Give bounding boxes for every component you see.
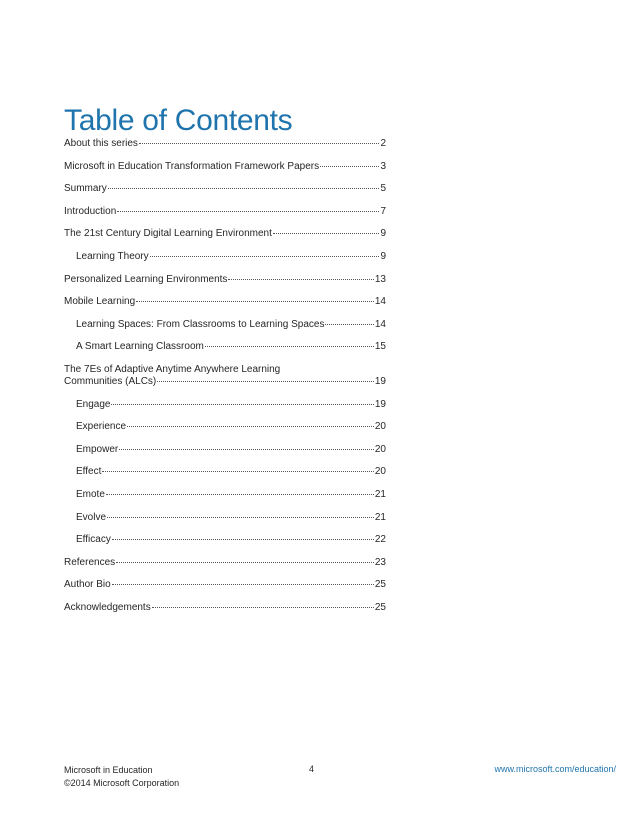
toc-entry[interactable] <box>64 489 386 501</box>
toc-entry-page: 21 <box>374 511 386 523</box>
footer-page-number: 4 <box>309 764 315 774</box>
toc-entry-page: 25 <box>374 601 386 613</box>
toc-entry-label: Emote <box>76 488 105 500</box>
toc-entry-label: Microsoft in Education Transformation Framework Papers <box>64 160 320 172</box>
toc-entry[interactable] <box>64 183 386 195</box>
toc-leader-dots <box>228 279 373 280</box>
toc-entry-label: About this series <box>64 138 138 149</box>
toc-entry[interactable] <box>64 399 386 411</box>
toc-leader-dots <box>106 494 374 495</box>
toc-entry-page: 2 <box>380 138 386 149</box>
toc-entry[interactable] <box>64 602 386 614</box>
toc-entry-page: 20 <box>374 443 386 455</box>
toc-entry-label: Author Bio <box>64 579 111 591</box>
toc-entry-label: The 21st Century Digital Learning Environment <box>64 228 272 240</box>
toc-entry-label: Summary <box>64 183 107 195</box>
toc-leader-dots <box>119 449 374 450</box>
toc-leader-dots <box>112 584 374 585</box>
toc-leader-dots <box>325 324 373 325</box>
footer-url-link[interactable]: www.microsoft.com/education/ <box>494 764 616 774</box>
toc-leader-dots <box>205 346 374 347</box>
toc-entry-label: Introduction <box>64 205 117 217</box>
toc-entry[interactable] <box>64 534 386 546</box>
toc-entry[interactable] <box>64 206 386 218</box>
toc-leader-dots <box>136 301 374 302</box>
table-of-contents <box>64 138 386 624</box>
toc-entry[interactable] <box>64 579 386 591</box>
toc-entry[interactable] <box>64 512 386 524</box>
toc-entry[interactable] <box>64 319 386 331</box>
toc-entry[interactable] <box>64 161 386 173</box>
toc-entry-page: 22 <box>374 534 386 546</box>
footer-publisher <box>64 764 179 790</box>
toc-leader-dots <box>117 211 379 212</box>
toc-entry-page: 23 <box>374 556 386 568</box>
toc-entry[interactable] <box>64 228 386 240</box>
toc-leader-dots <box>127 426 374 427</box>
toc-leader-dots <box>139 143 380 144</box>
toc-entry-page: 21 <box>374 488 386 500</box>
toc-entry-label: References <box>64 556 116 568</box>
toc-entry-page: 13 <box>374 273 386 285</box>
toc-entry[interactable] <box>64 274 386 286</box>
toc-leader-dots <box>273 233 380 234</box>
toc-entry[interactable] <box>64 557 386 569</box>
toc-entry-label: Mobile Learning <box>64 296 136 308</box>
toc-entry-page: 5 <box>380 183 386 195</box>
toc-entry-label: Efficacy <box>76 534 111 546</box>
toc-entry-page: 15 <box>374 341 386 353</box>
toc-entry[interactable] <box>64 341 386 353</box>
toc-entry-page: 3 <box>380 160 386 172</box>
toc-entry-page: 7 <box>380 205 386 217</box>
toc-entry-label: A Smart Learning Classroom <box>76 341 204 353</box>
toc-leader-dots <box>116 562 374 563</box>
footer-publisher-name: Microsoft in Education <box>64 765 153 775</box>
toc-entry-label: Effect <box>76 466 102 478</box>
toc-entry-label: Experience <box>76 421 127 433</box>
toc-entry-label: Empower <box>76 443 119 455</box>
toc-leader-dots <box>152 607 374 608</box>
toc-leader-dots <box>150 256 380 257</box>
toc-entry-page: 9 <box>380 250 386 262</box>
toc-leader-dots <box>108 188 380 189</box>
toc-entry-page: 14 <box>374 296 386 308</box>
toc-entry[interactable] <box>64 296 386 308</box>
toc-entry-label: Engage <box>76 398 111 410</box>
toc-entry[interactable] <box>64 444 386 456</box>
toc-leader-dots <box>157 381 374 382</box>
toc-entry-page: 25 <box>374 579 386 591</box>
toc-entry[interactable] <box>64 421 386 433</box>
page-title: Table of Contents <box>64 104 293 138</box>
toc-leader-dots <box>102 471 373 472</box>
toc-leader-dots <box>112 539 374 540</box>
toc-entry-page: 20 <box>374 421 386 433</box>
toc-leader-dots <box>320 166 379 167</box>
toc-leader-dots <box>111 404 373 405</box>
toc-entry[interactable] <box>64 364 386 388</box>
toc-entry-page: 19 <box>374 375 386 387</box>
toc-entry-label: Learning Theory <box>76 250 149 262</box>
toc-entry[interactable] <box>64 138 386 150</box>
toc-entry-label: Evolve <box>76 511 107 523</box>
toc-entry-page: 20 <box>374 466 386 478</box>
toc-leader-dots <box>107 517 374 518</box>
toc-entry-label: Acknowledgements <box>64 601 151 613</box>
toc-entry-label-line1: The 7Es of Adaptive Anytime Anywhere Learning <box>64 363 281 375</box>
toc-entry-label: Communities (ALCs) <box>64 375 157 387</box>
toc-entry-label: Personalized Learning Environments <box>64 273 228 285</box>
toc-entry-page: 9 <box>380 228 386 240</box>
toc-entry[interactable] <box>64 466 386 478</box>
toc-entry-page: 19 <box>374 398 386 410</box>
toc-entry-label: Learning Spaces: From Classrooms to Learning Spaces <box>76 318 325 330</box>
toc-entry-page: 14 <box>374 318 386 330</box>
footer-copyright: ©2014 Microsoft Corporation <box>64 778 180 788</box>
toc-entry[interactable] <box>64 251 386 263</box>
